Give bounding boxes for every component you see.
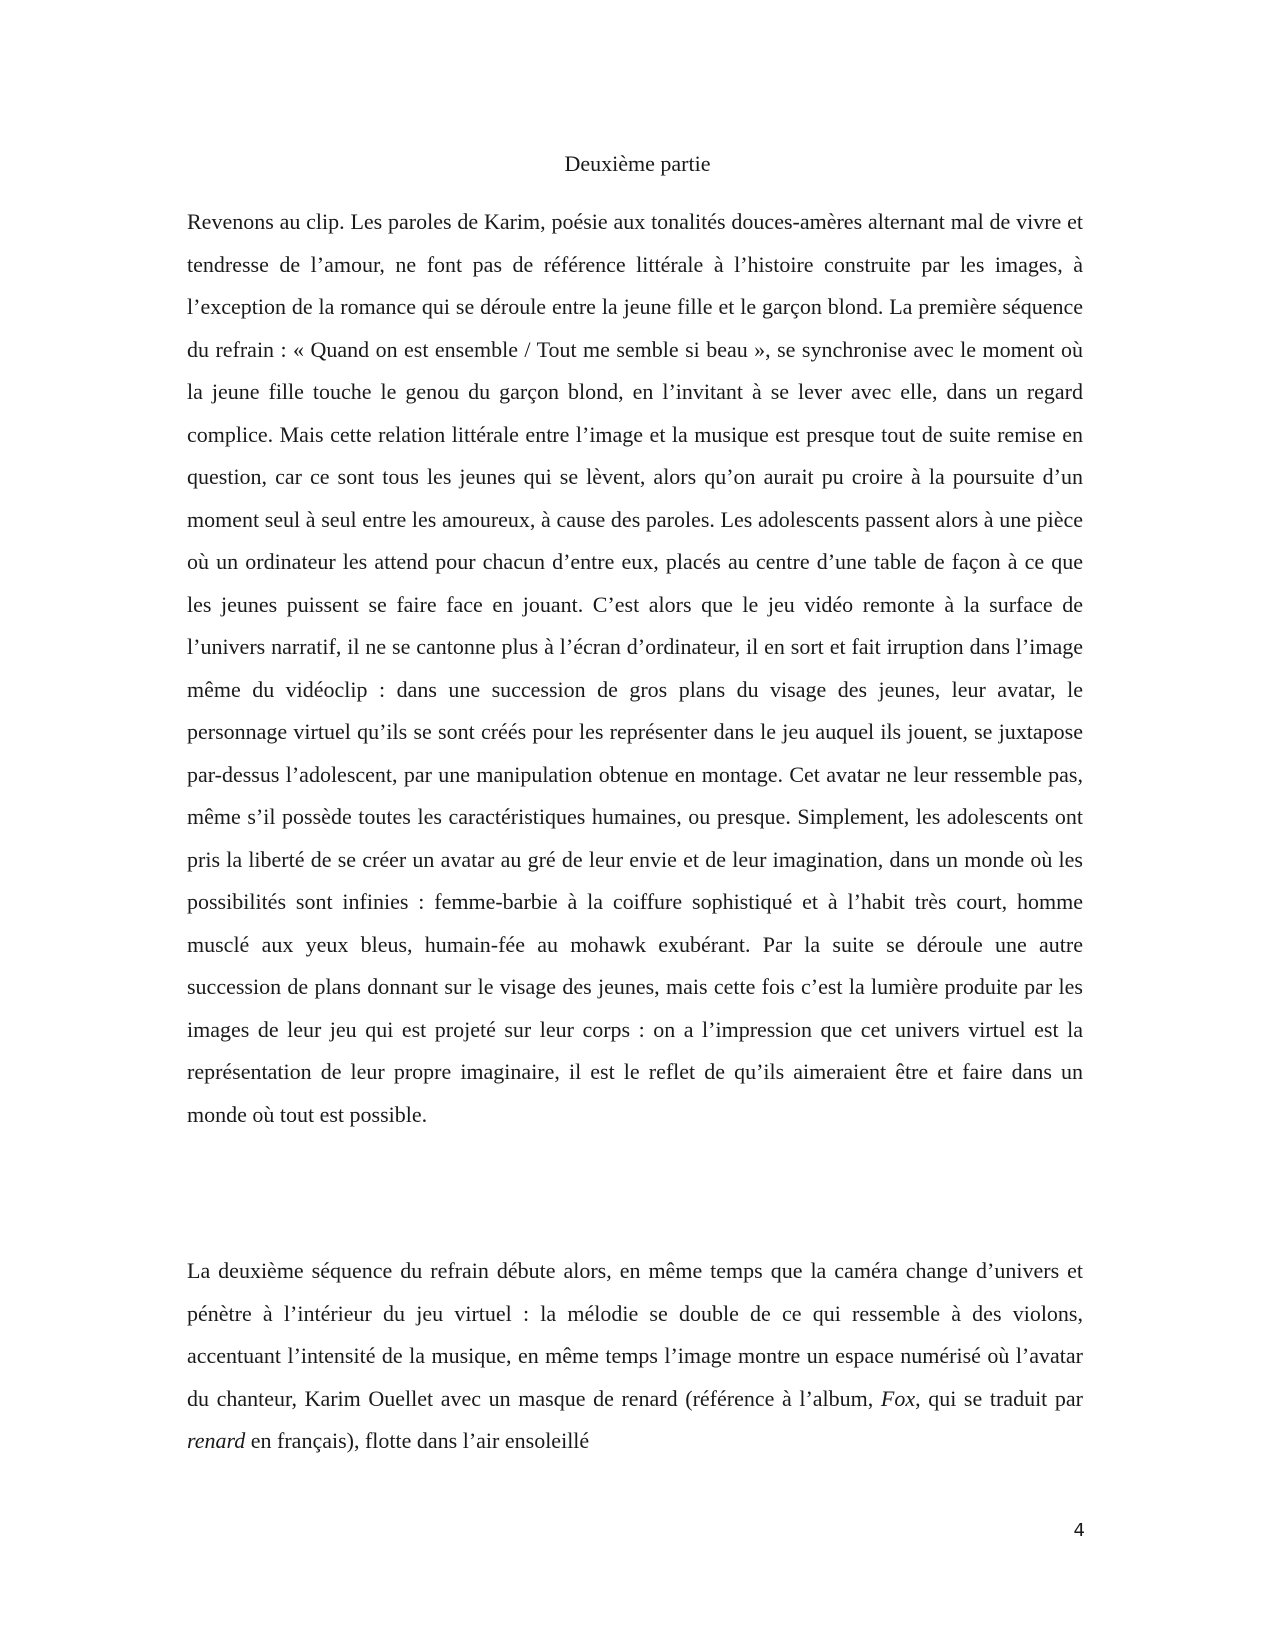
paragraph-2-text-2: , qui se traduit par — [915, 1385, 1083, 1411]
body-paragraph-2-container — [187, 1250, 1083, 1463]
paragraph-2-text-1: La deuxième séquence du refrain débute alors, en même temps que la caméra change d’univers et pénètre à l’intérieur du jeu virtuel : la mélodie se double de ce qui ressemble à des violons, accentuant l’intensité de la musique, en même temps l’image montre un espace numérisé où l’avatar du chanteur, Karim Ouellet avec un masque de renard (référence à l’album, — [187, 1258, 1083, 1411]
body-paragraph-1-container — [187, 201, 1083, 1136]
section-heading: Deuxième partie — [564, 151, 711, 176]
body-paragraph-2 — [187, 1250, 1083, 1463]
page-number: 4 — [1073, 1520, 1085, 1541]
paragraph-2-text-3: en français), flotte dans l’air ensoleillé — [245, 1428, 590, 1453]
translation-italic: renard — [187, 1428, 246, 1453]
body-paragraph-1: Revenons au clip. Les paroles de Karim, poésie aux tonalités douces-amères alternant mal de vivre et tendresse de l’amour, ne font pas de référence littérale à l’histoire construite par les images, à l’exception de la romance qui se déroule entre la jeune fille et le garçon blond. La première séquence du refrain : « Quand on est ensemble / Tout me semble si beau », se synchronise avec le moment où la jeune fille touche le genou du garçon blond, en l’invitant à se lever avec elle, dans un regard complice. Mais cette relation littérale entre l’image et la musique est presque tout de suite remise en question, car ce sont tous les jeunes qui se lèvent, alors qu’on aurait pu croire à la poursuite d’un moment seul à seul entre les amoureux, à cause des paroles. Les adolescents passent alors à une pièce où un ordinateur les attend pour chacun d’entre eux, placés au centre d’une table de façon à ce que les jeunes puissent se faire face en jouant. C’est alors que le jeu vidéo remonte à la surface de l’univers narratif, il ne se cantonne plus à l’écran d’ordinateur, il en sort et fait irruption dans l’image même du vidéoclip : dans une succession de gros plans du visage des jeunes, leur avatar, le personnage virtuel qu’ils se sont créés pour les représenter dans le jeu auquel ils jouent, se juxtapose par-dessus l’adolescent, par une manipulation obtenue en montage. Cet avatar ne leur ressemble pas, même s’il possède toutes les caractéristiques humaines, ou presque. Simplement, les adolescents ont pris la liberté de se créer un avatar au gré de leur envie et de leur imagination, dans un monde où les possibilités sont infinies : femme-barbie à la coiffure sophistiqué et à l’habit très court, homme musclé aux yeux bleus, humain-fée au mohawk exubérant. Par la suite se déroule une autre succession de plans donnant sur le visage des jeunes, mais cette fois c’est la lumière produite par les images de leur jeu qui est projeté sur leur corps : on a l’impression que cet univers virtuel est la représentation de leur propre imaginaire, il est le reflet de qu’ils aimeraient être et faire dans un monde où tout est possible. — [187, 209, 1083, 1127]
album-title-italic: Fox — [880, 1385, 916, 1411]
